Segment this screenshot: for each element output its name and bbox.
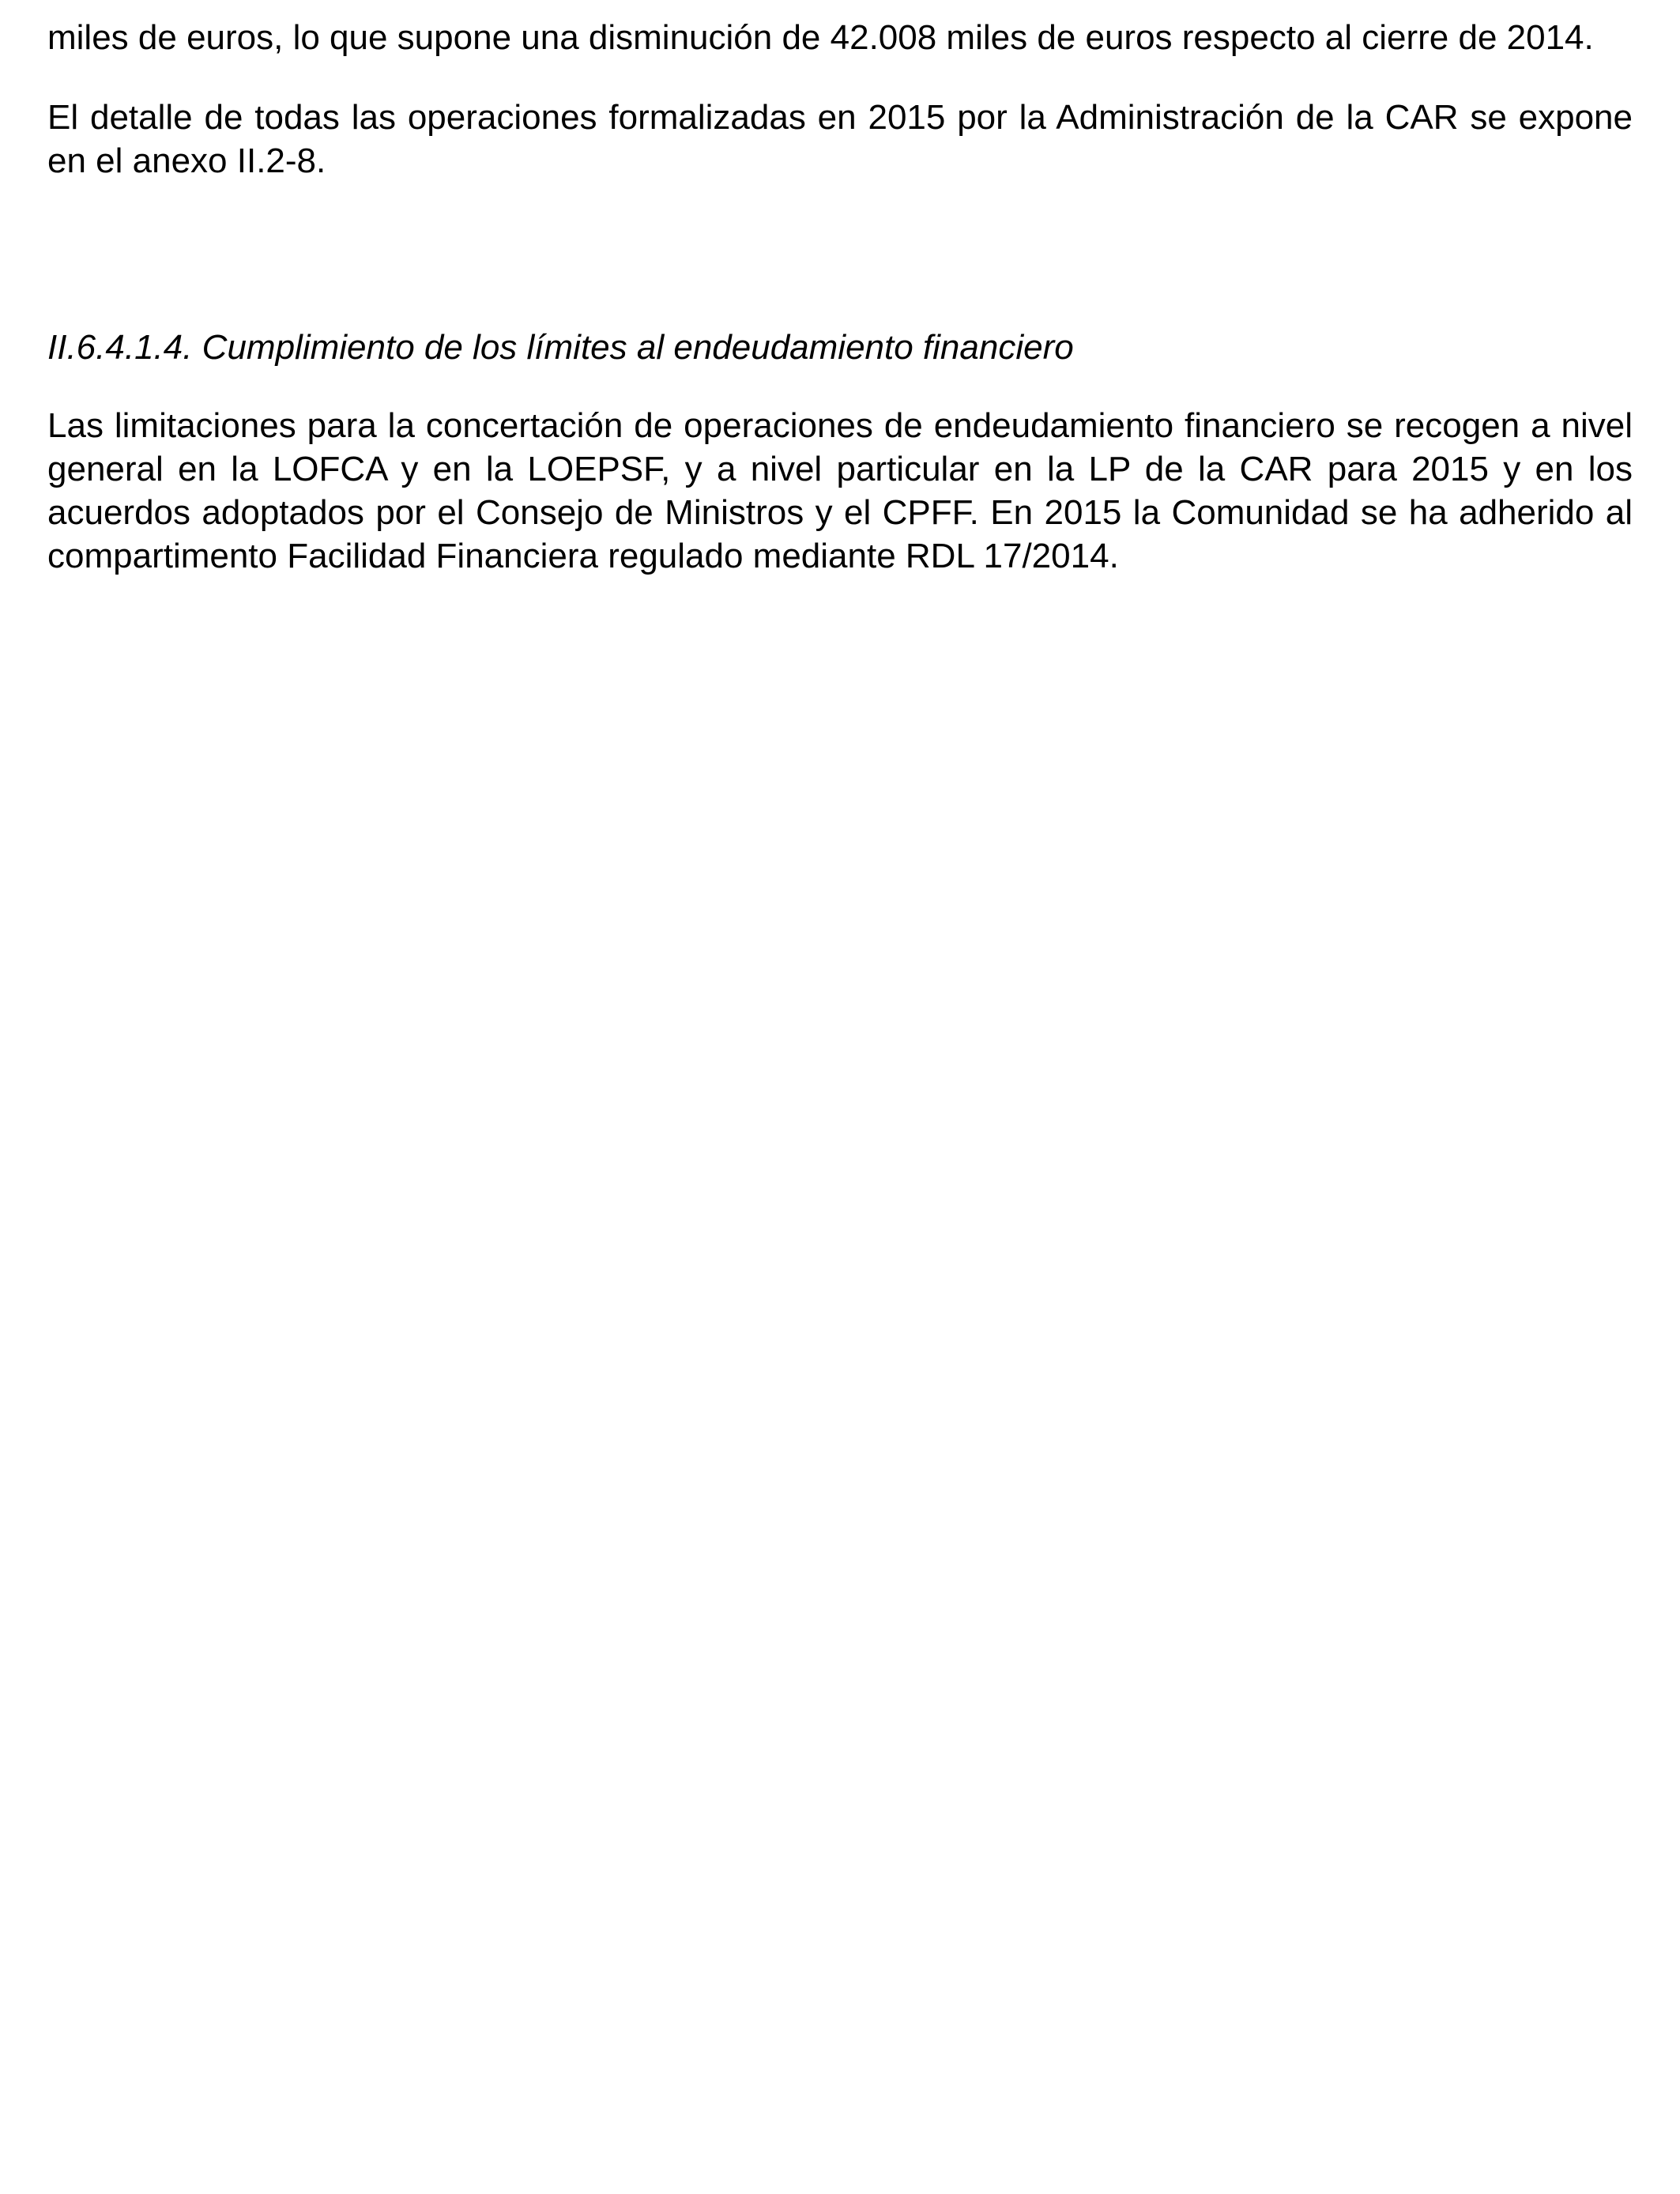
- body-paragraph-debt-decrease: miles de euros, lo que supone una disminución de 42.008 miles de euros respecto al cierre de 2014.: [47, 18, 1594, 57]
- body-paragraph-debt-limits: Las limitaciones para la concertación de operaciones de endeudamiento financiero se recogen a nivel general en la LOFCA y en la LOEPSF, y a nivel particular en la LP de la CAR para 2015 y en los acuerdos adoptados por el Consejo de Ministros y el CPFF. En 2015 la Comunidad se ha adherido al compartimento Facilidad Financiera regulado mediante RDL 17/2014.: [47, 406, 1633, 575]
- document-page: [47, 16, 1633, 578]
- section-heading: II.6.4.1.4. Cumplimiento de los límites al endeudamiento financiero: [47, 328, 1074, 367]
- body-paragraph-annex-reference: El detalle de todas las operaciones formalizadas en 2015 por la Administración de la CAR se expone en el anexo II.2-8.: [47, 98, 1633, 180]
